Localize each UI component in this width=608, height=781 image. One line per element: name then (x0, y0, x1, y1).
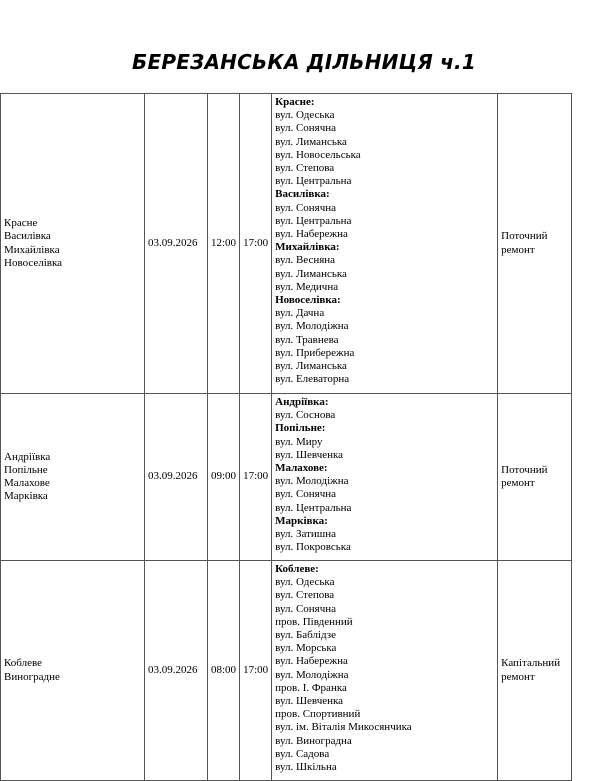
street-item: вул. Весняна (275, 254, 336, 267)
work-type-label: ремонт (501, 477, 535, 489)
village-heading: Малахове: (275, 462, 328, 475)
street-item: вул. Садова (275, 747, 330, 760)
street-item: вул. Сонячна (275, 201, 337, 214)
date-cell: 03.09.2026 (145, 394, 208, 561)
end-time-cell: 17:00 (240, 561, 272, 781)
village-name: Марківка (4, 490, 48, 503)
work-type-cell (498, 561, 572, 781)
street-item: вул. Сонячна (275, 122, 337, 135)
street-item: вул. Сонячна (275, 602, 337, 615)
village-name: Андріївка (4, 450, 51, 463)
street-item: вул. Новосельська (275, 148, 361, 161)
street-item: вул. Молодіжна (275, 320, 349, 333)
work-type-label: ремонт (501, 243, 535, 256)
street-item: вул. Баблідзе (275, 629, 336, 642)
page-title: БЕРЕЗАНСЬКА ДІЛЬНИЦЯ ч.1 (132, 50, 476, 74)
table-row (1, 94, 572, 394)
street-item: вул. Шевченка (275, 448, 344, 461)
start-time-cell: 12:00 (208, 94, 240, 394)
street-item: вул. Центральна (275, 501, 352, 514)
work-type-label: ремонт (501, 670, 535, 683)
start-time-cell: 08:00 (208, 561, 240, 781)
schedule-table (0, 93, 572, 781)
village-heading: Коблеве: (275, 563, 319, 575)
village-name: Василівка (4, 230, 51, 243)
street-item: пров. І. Франка (275, 681, 347, 694)
village-heading: Новоселівка: (275, 294, 341, 307)
work-type-label: Поточний (501, 230, 548, 243)
streets-cell (272, 561, 498, 781)
street-item: вул. Набережна (275, 655, 348, 668)
street-item: вул. Лиманська (275, 360, 347, 373)
village-heading: Попільне: (275, 422, 326, 435)
street-item: вул. Сонячна (275, 488, 337, 501)
village-heading: Андріївка: (275, 396, 329, 408)
street-item: вул. Виноградна (275, 734, 352, 747)
villages-cell (1, 561, 145, 781)
street-item: вул. Соснова (275, 409, 336, 422)
street-item: вул. Травнева (275, 333, 339, 346)
work-type-cell (498, 94, 572, 394)
street-item: вул. Центральна (275, 175, 352, 188)
village-heading: Марківка: (275, 514, 328, 527)
streets-cell (272, 394, 498, 561)
street-item: вул. Прибережна (275, 346, 355, 359)
street-item: вул. Молодіжна (275, 475, 349, 488)
work-type-cell (498, 394, 572, 561)
street-item: вул. Елеваторна (275, 373, 350, 386)
street-item: вул. Морська (275, 642, 337, 655)
date-cell: 03.09.2026 (145, 94, 208, 394)
street-item: вул. Молодіжна (275, 668, 349, 681)
village-name: Коблеве (4, 657, 42, 670)
street-item: вул. Покровська (275, 541, 351, 554)
table-row (1, 394, 572, 561)
village-name: Михайлівка (4, 243, 60, 256)
street-item: вул. Степова (275, 589, 335, 602)
street-item: пров. Південний (275, 615, 353, 628)
street-item: вул. Одеська (275, 576, 335, 589)
street-item: вул. Степова (275, 162, 335, 175)
street-item: вул. Лиманська (275, 135, 347, 148)
start-time-cell: 09:00 (208, 394, 240, 561)
street-item: вул. Дачна (275, 307, 325, 320)
street-item: вул. Миру (275, 435, 323, 448)
street-item: вул. Центральна (275, 214, 352, 227)
village-name: Попільне (4, 463, 48, 476)
village-heading: Красне: (275, 96, 315, 108)
street-item: вул. ім. Віталія Микосянчика (275, 721, 412, 734)
village-heading: Василівка: (275, 188, 330, 201)
street-item: вул. Медична (275, 280, 339, 293)
villages-cell (1, 394, 145, 561)
work-type-label: Поточний (501, 463, 548, 476)
village-name: Малахове (4, 477, 50, 489)
street-item: пров. Спортивний (275, 708, 361, 721)
village-name: Новоселівка (4, 256, 63, 269)
date-cell: 03.09.2026 (145, 561, 208, 781)
street-item: вул. Шевченка (275, 695, 344, 708)
street-item: вул. Набережна (275, 228, 348, 241)
street-item: вул. Лиманська (275, 267, 347, 280)
table-row (1, 561, 572, 781)
work-type-label: Капітальний (501, 657, 561, 670)
street-item: вул. Шкільна (275, 761, 337, 774)
end-time-cell: 17:00 (240, 394, 272, 561)
streets-cell (272, 94, 498, 394)
street-item: вул. Затишна (275, 528, 336, 541)
villages-cell (1, 94, 145, 394)
village-heading: Михайлівка: (275, 241, 340, 254)
village-name: Красне (4, 217, 38, 230)
street-item: вул. Одеська (275, 109, 335, 122)
village-name: Виноградне (4, 670, 60, 683)
end-time-cell: 17:00 (240, 94, 272, 394)
